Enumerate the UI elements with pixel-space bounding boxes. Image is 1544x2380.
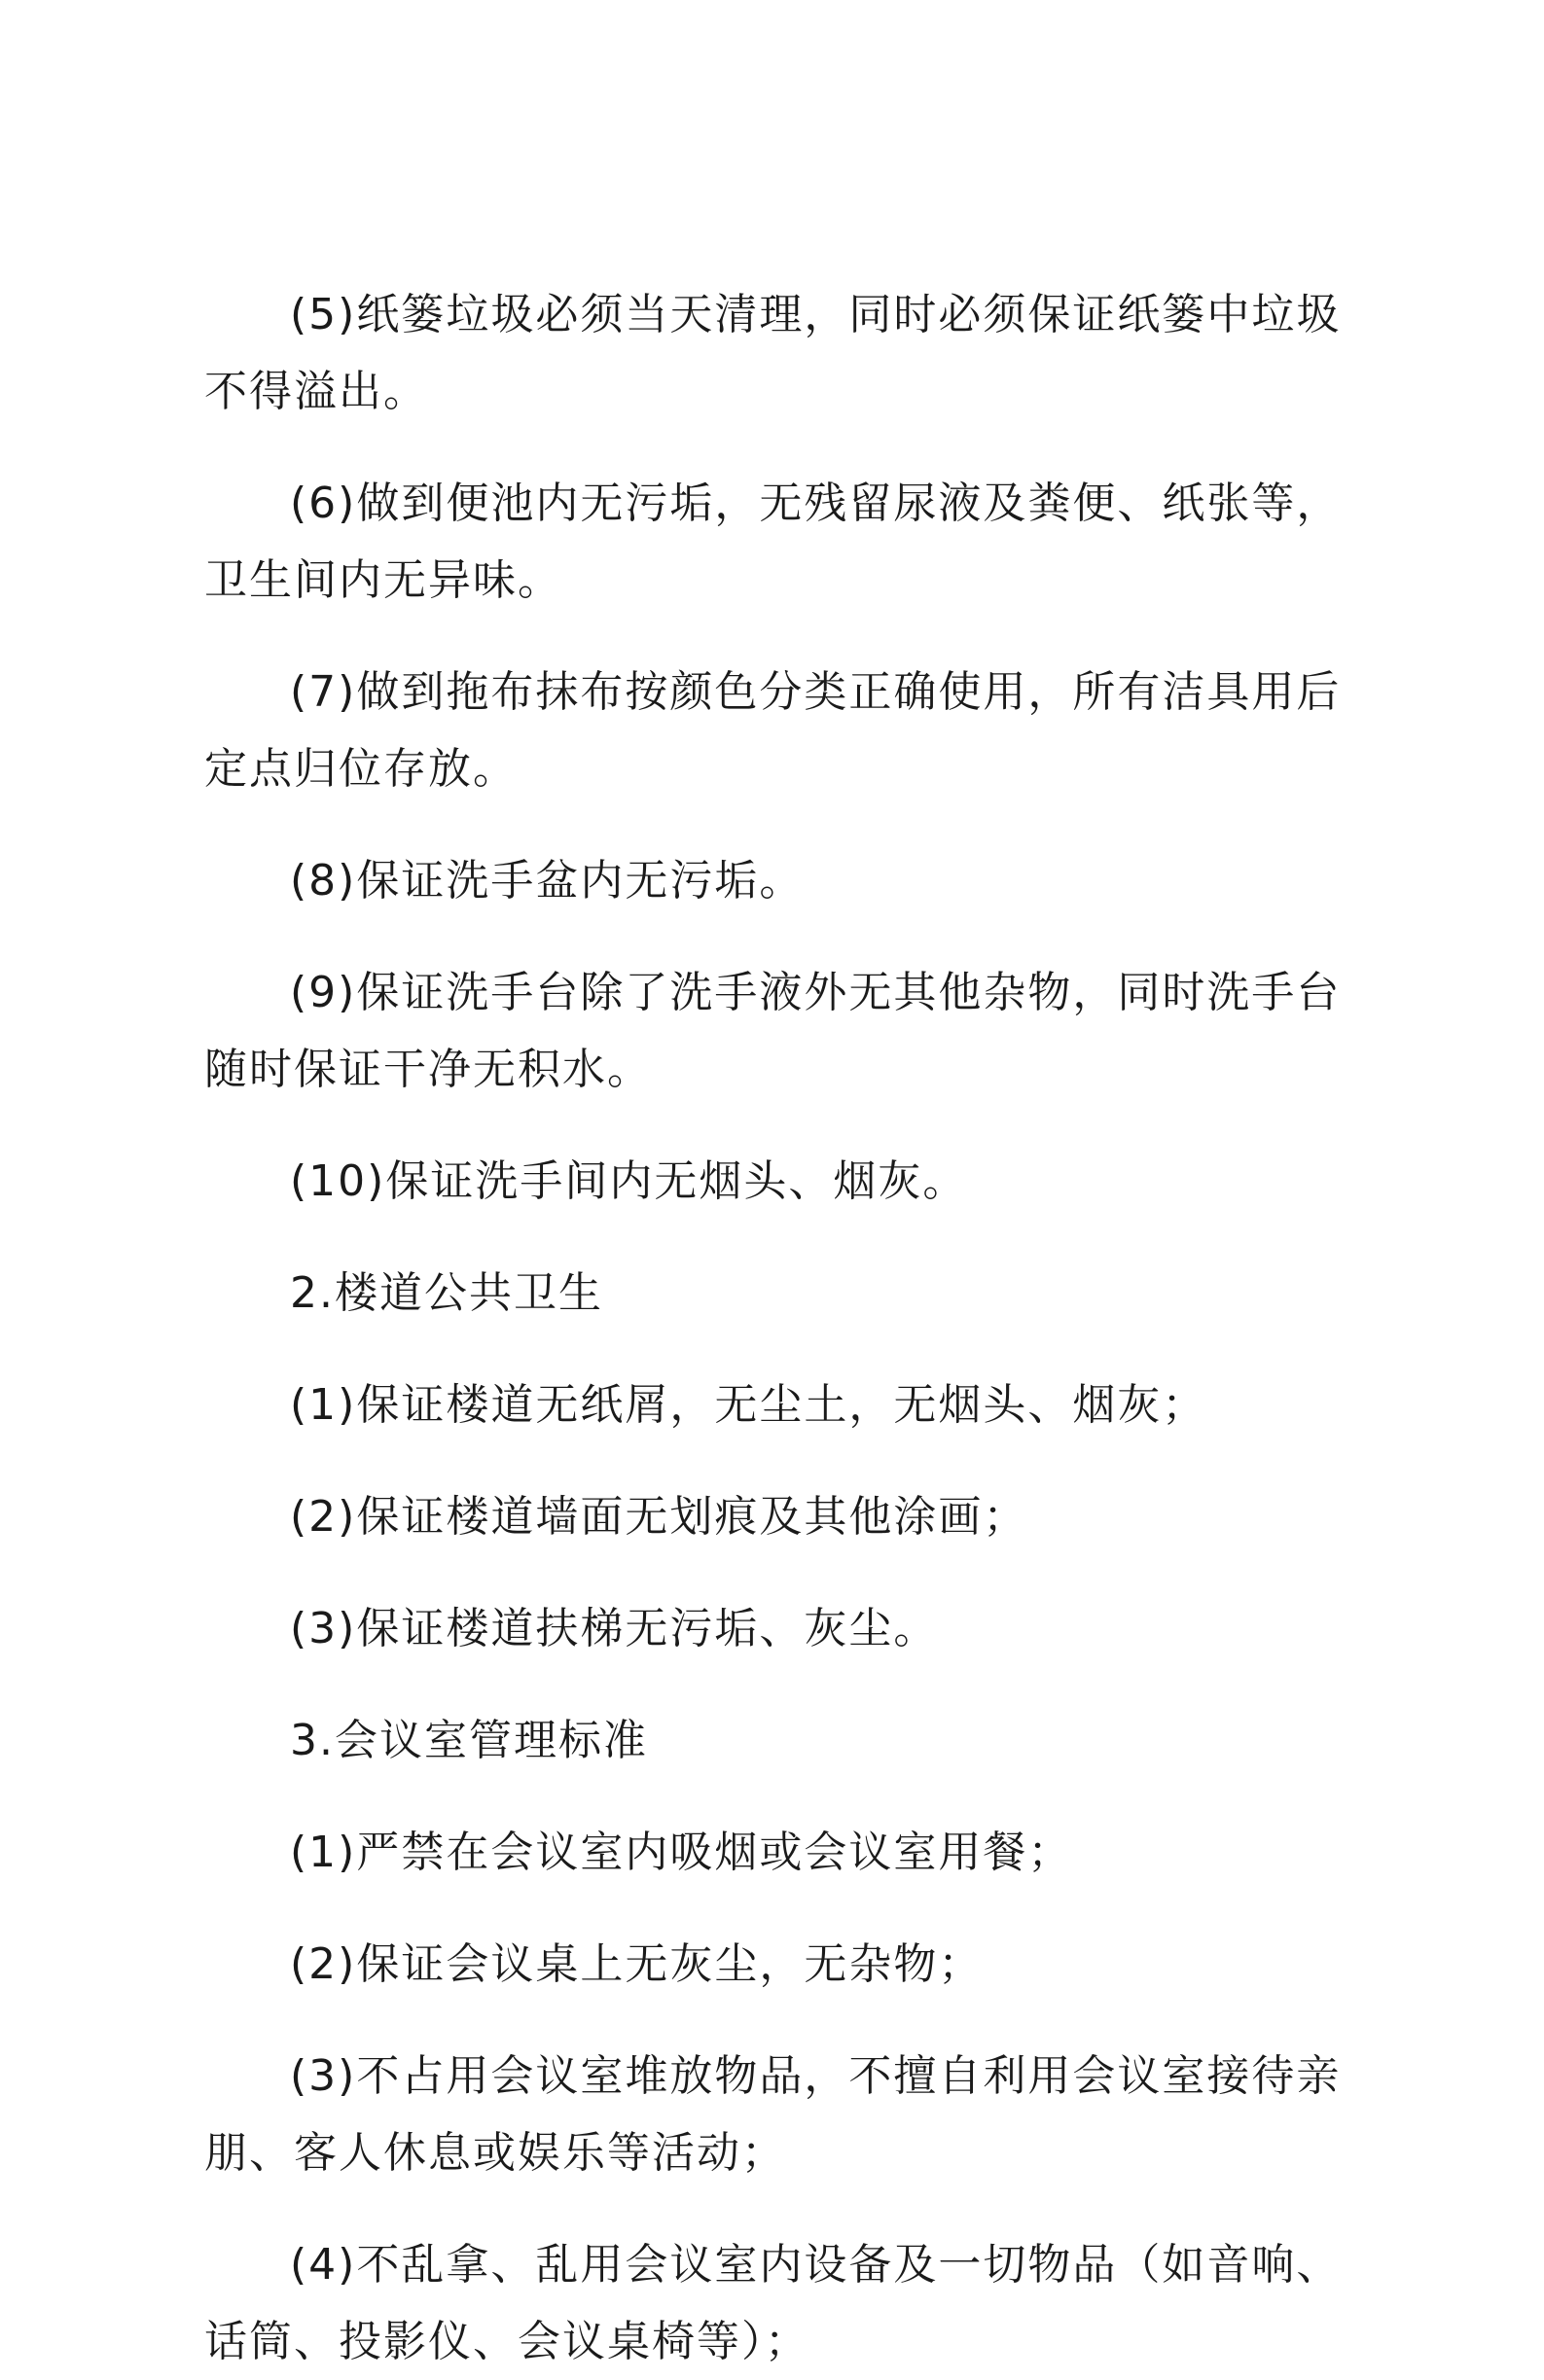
hallway-rule-1: (1)保证楼道无纸屑，无尘土，无烟头、烟灰； (290, 1380, 1207, 1430)
paragraph-item-6: (6)做到便池内无污垢，无残留尿液及粪便、纸张等，卫生间内无异味。 (204, 479, 1342, 605)
section-heading-meeting-room-standards: 3.会议室管理标准 (290, 1716, 648, 1765)
paragraph-item-10: (10)保证洗手间内无烟头、烟灰。 (290, 1156, 968, 1206)
paragraph-item-7: (7)做到拖布抹布按颜色分类正确使用，所有洁具用后定点归位存放。 (204, 667, 1342, 794)
paragraph-item-5: (5)纸篓垃圾必须当天清理，同时必须保证纸篓中垃圾不得溢出。 (204, 290, 1342, 416)
hallway-rule-2: (2)保证楼道墙面无划痕及其他涂画； (290, 1492, 1028, 1542)
meeting-room-rule-3: (3)不占用会议室堆放物品，不擅自利用会议室接待亲朋、客人休息或娱乐等活动； (204, 2051, 1342, 2178)
meeting-room-rule-4: (4)不乱拿、乱用会议室内设备及一切物品（如音响、话筒、投影仪、会议桌椅等）； (204, 2240, 1342, 2366)
paragraph-item-8: (8)保证洗手盆内无污垢。 (290, 856, 805, 906)
hallway-rule-3: (3)保证楼道扶梯无污垢、灰尘。 (290, 1604, 939, 1653)
meeting-room-rule-1: (1)严禁在会议室内吸烟或会议室用餐； (290, 1828, 1073, 1877)
paragraph-item-9: (9)保证洗手台除了洗手液外无其他杂物，同时洗手台随时保证干净无积水。 (204, 968, 1342, 1094)
section-heading-hallway-hygiene: 2.楼道公共卫生 (290, 1268, 603, 1318)
meeting-room-rule-2: (2)保证会议桌上无灰尘，无杂物； (290, 1939, 984, 1989)
document-body (204, 276, 1352, 2380)
